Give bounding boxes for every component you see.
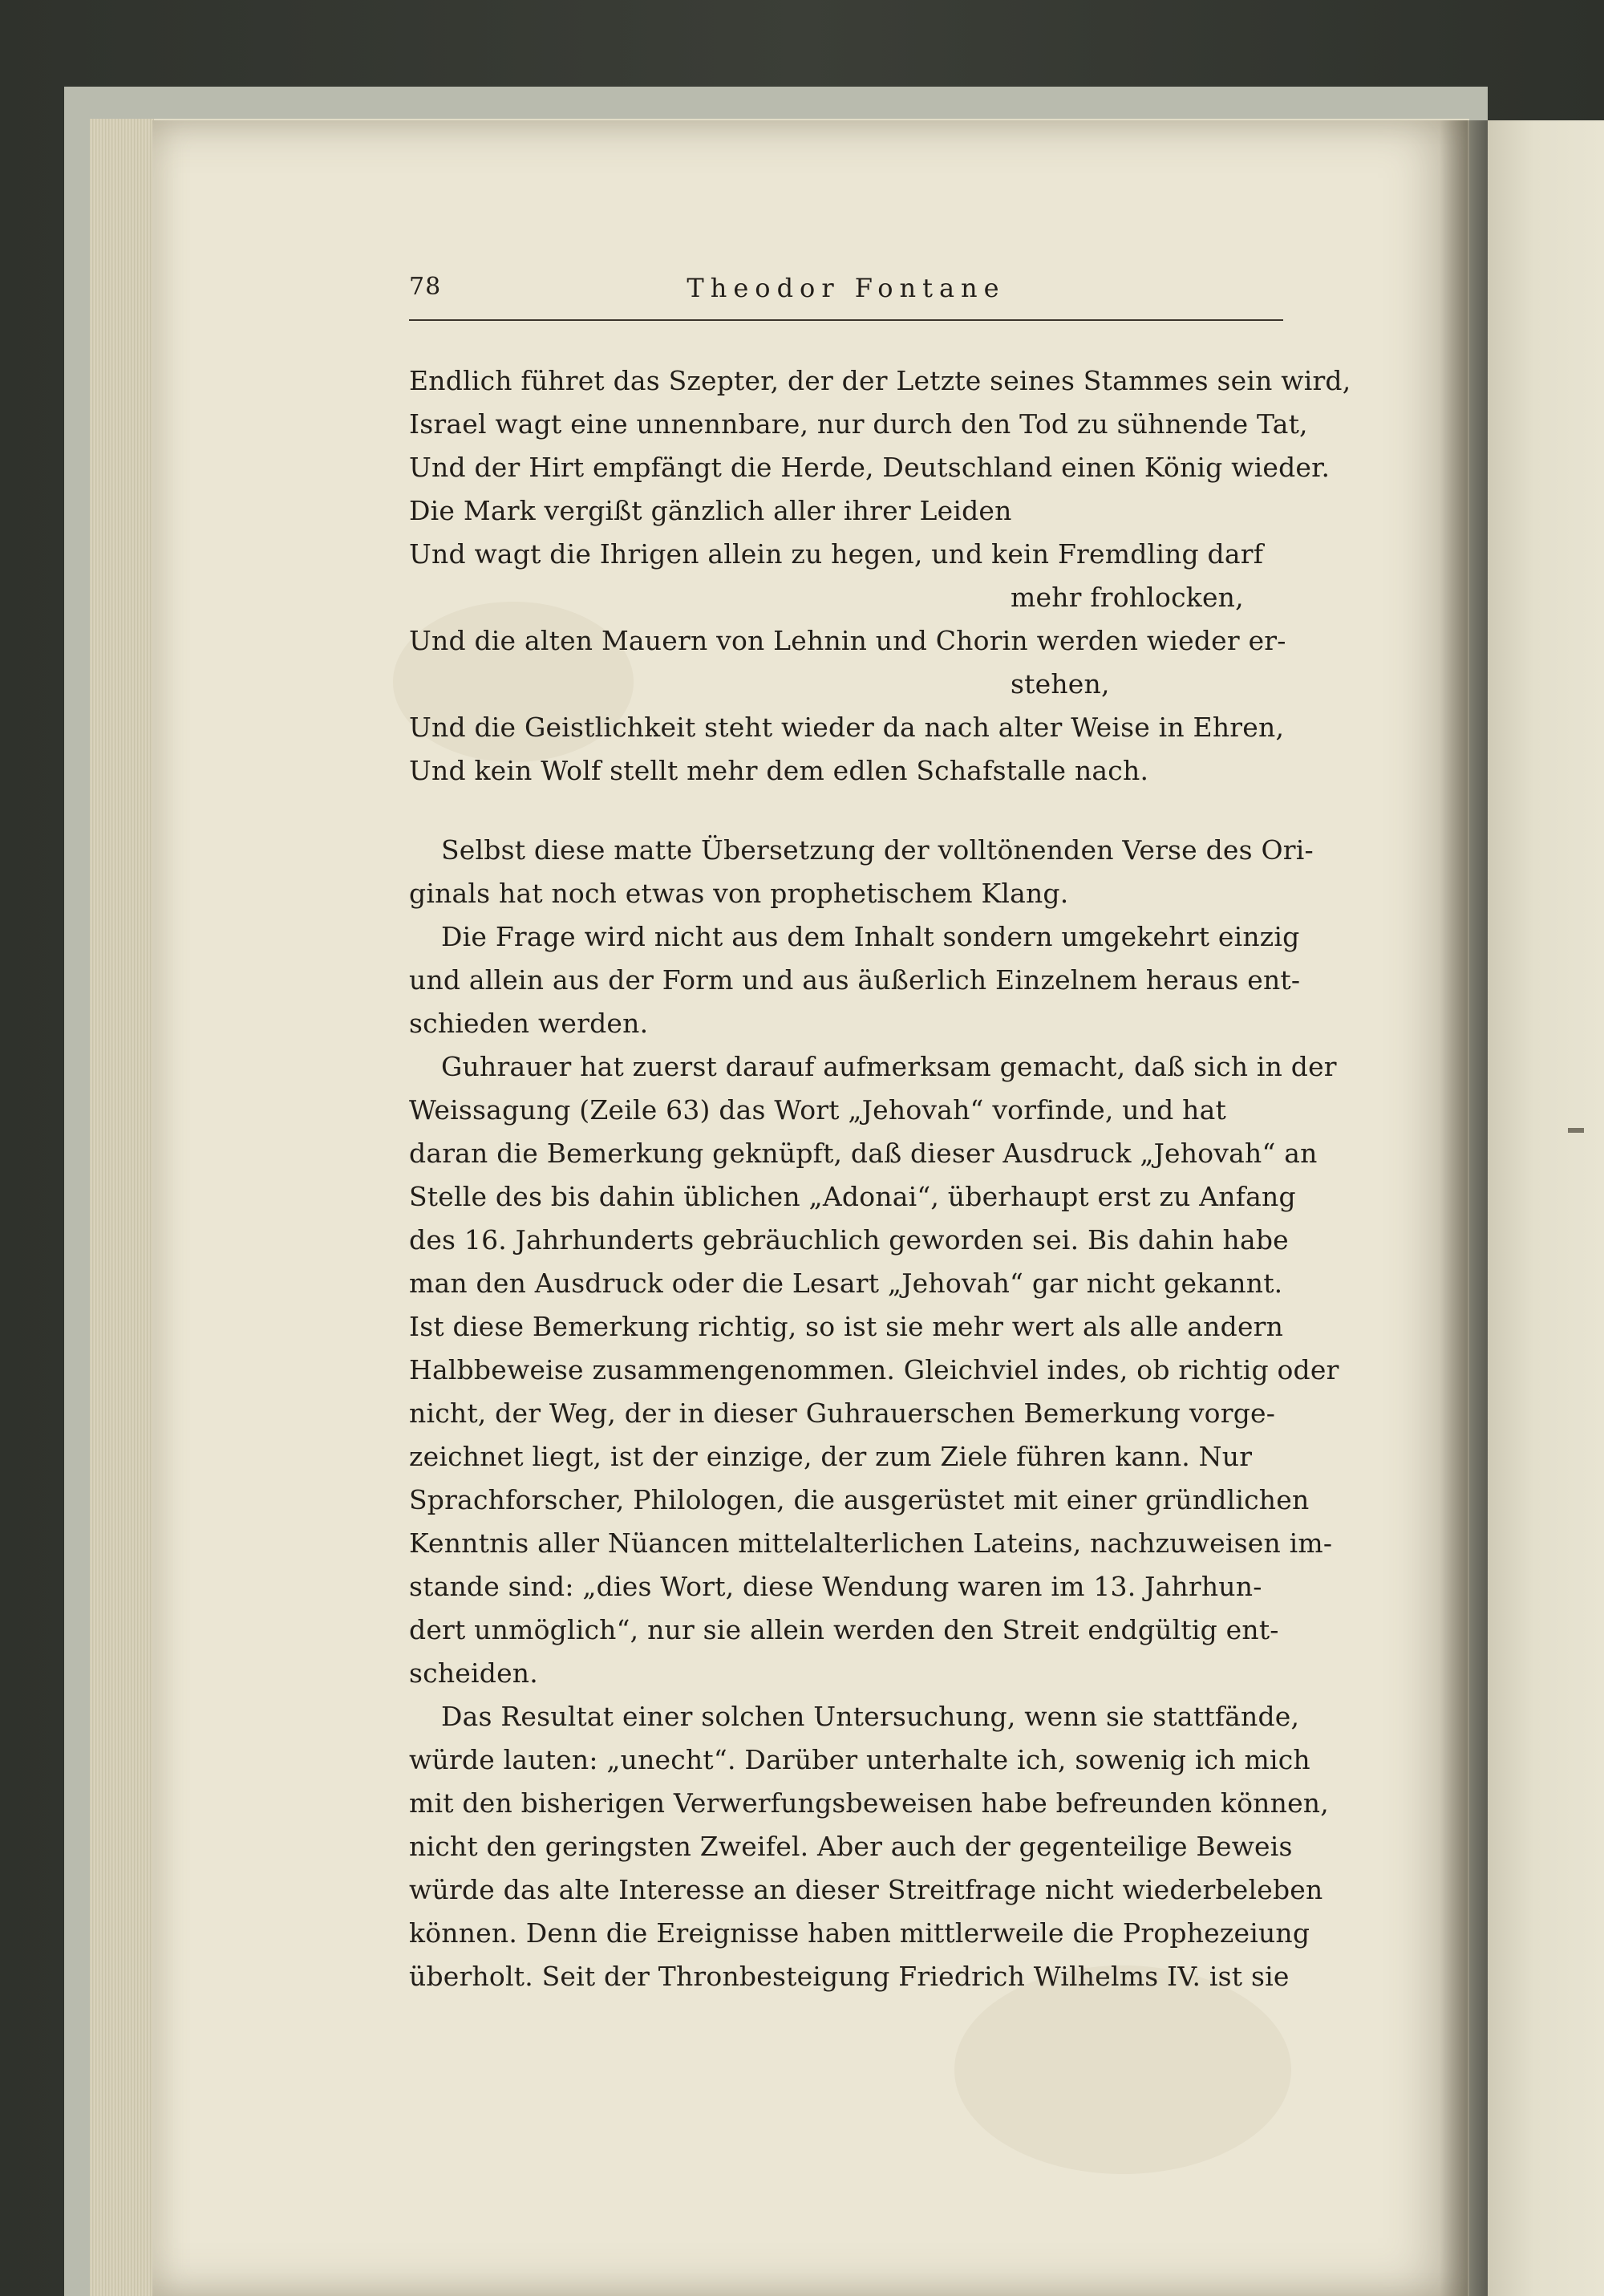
prose-line: Die Frage wird nicht aus dem Inhalt sondern umgekehrt einzig — [441, 921, 1300, 952]
prose-line: man den Ausdruck oder die Lesart „Jehovah“ gar nicht gekannt. — [409, 1268, 1283, 1299]
prose-line: Stelle des bis dahin üblichen „Adonai“, überhaupt erst zu Anfang — [409, 1181, 1296, 1212]
prose-line: dert unmöglich“, nur sie allein werden den Streit endgültig ent- — [409, 1614, 1279, 1645]
verse-line-continuation: mehr frohlocken, — [1011, 582, 1244, 613]
prose-line: würde das alte Interesse an dieser Streitfrage nicht wiederbeleben — [409, 1874, 1323, 1905]
prose-line: mit den bisherigen Verwerfungsbeweisen habe befreunden können, — [409, 1787, 1329, 1819]
prose-line: und allein aus der Form und aus äußerlich Einzelnem heraus ent- — [409, 964, 1301, 996]
prose-line: Selbst diese matte Übersetzung der volltönenden Verse des Ori- — [441, 834, 1314, 866]
paper-stain — [954, 1965, 1291, 2174]
verse-line-continuation: stehen, — [1011, 668, 1110, 700]
prose-line: würde lauten: „unecht“. Darüber unterhalte ich, sowenig ich mich — [409, 1744, 1310, 1775]
verse-line: Und kein Wolf stellt mehr dem edlen Schafstalle nach. — [409, 755, 1149, 786]
prose-line: schieden werden. — [409, 1008, 649, 1039]
verse-line: Und die Geistlichkeit steht wieder da nach alter Weise in Ehren, — [409, 712, 1285, 743]
prose-line: zeichnet liegt, ist der einzige, der zum Ziele führen kann. Nur — [409, 1441, 1253, 1472]
running-title: Theodor Fontane — [687, 273, 1006, 303]
prose-line: Kenntnis aller Nüancen mittelalterlichen Lateins, nachzuweisen im- — [409, 1527, 1333, 1559]
prose-line: ginals hat noch etwas von prophetischem Klang. — [409, 878, 1069, 909]
prose-line: Guhrauer hat zuerst darauf aufmerksam gemacht, daß sich in der — [441, 1051, 1337, 1082]
prose-line: Halbbeweise zusammengenommen. Gleichviel indes, ob richtig oder — [409, 1354, 1339, 1385]
prose-line: nicht den geringsten Zweifel. Aber auch der gegenteilige Beweis — [409, 1831, 1293, 1862]
book-gutter — [1440, 120, 1488, 2296]
header-rule — [409, 319, 1283, 321]
verse-line: Endlich führet das Szepter, der der Letzte seines Stammes sein wird, — [409, 365, 1351, 396]
prose-line: können. Denn die Ereignisse haben mittlerweile die Prophezeiung — [409, 1917, 1310, 1949]
verse-line: Und wagt die Ihrigen allein zu hegen, und kein Fremdling darf — [409, 538, 1264, 570]
facing-page-mark — [1568, 1128, 1584, 1133]
facing-page — [1488, 120, 1604, 2296]
page-edges — [90, 119, 154, 2296]
prose-line: nicht, der Weg, der in dieser Guhrauerschen Bemerkung vorge- — [409, 1397, 1276, 1429]
prose-line: stande sind: „dies Wort, diese Wendung waren im 13. Jahrhun- — [409, 1571, 1262, 1602]
prose-line: Ist diese Bemerkung richtig, so ist sie mehr wert als alle andern — [409, 1311, 1284, 1342]
verse-line: Und der Hirt empfängt die Herde, Deutschland einen König wieder. — [409, 452, 1331, 483]
prose-line: scheiden. — [409, 1657, 538, 1689]
prose-line: überholt. Seit der Thronbesteigung Friedrich Wilhelms IV. ist sie — [409, 1961, 1290, 1992]
prose-line: Weissagung (Zeile 63) das Wort „Jehovah“ vorfinde, und hat — [409, 1094, 1226, 1126]
running-header — [409, 273, 1283, 313]
verse-line: Und die alten Mauern von Lehnin und Chorin werden wieder er- — [409, 625, 1286, 656]
prose-line: Das Resultat einer solchen Untersuchung, wenn sie stattfände, — [441, 1701, 1300, 1732]
page-number: 78 — [409, 273, 442, 301]
prose-line: daran die Bemerkung geknüpft, daß dieser Ausdruck „Jehovah“ an — [409, 1138, 1318, 1169]
verse-line: Israel wagt eine unnennbare, nur durch den Tod zu sühnende Tat, — [409, 408, 1308, 440]
prose-line: Sprachforscher, Philologen, die ausgerüstet mit einer gründlichen — [409, 1484, 1310, 1515]
prose-line: des 16. Jahrhunderts gebräuchlich geworden sei. Bis dahin habe — [409, 1224, 1289, 1255]
verse-line: Die Mark vergißt gänzlich aller ihrer Leiden — [409, 495, 1012, 526]
